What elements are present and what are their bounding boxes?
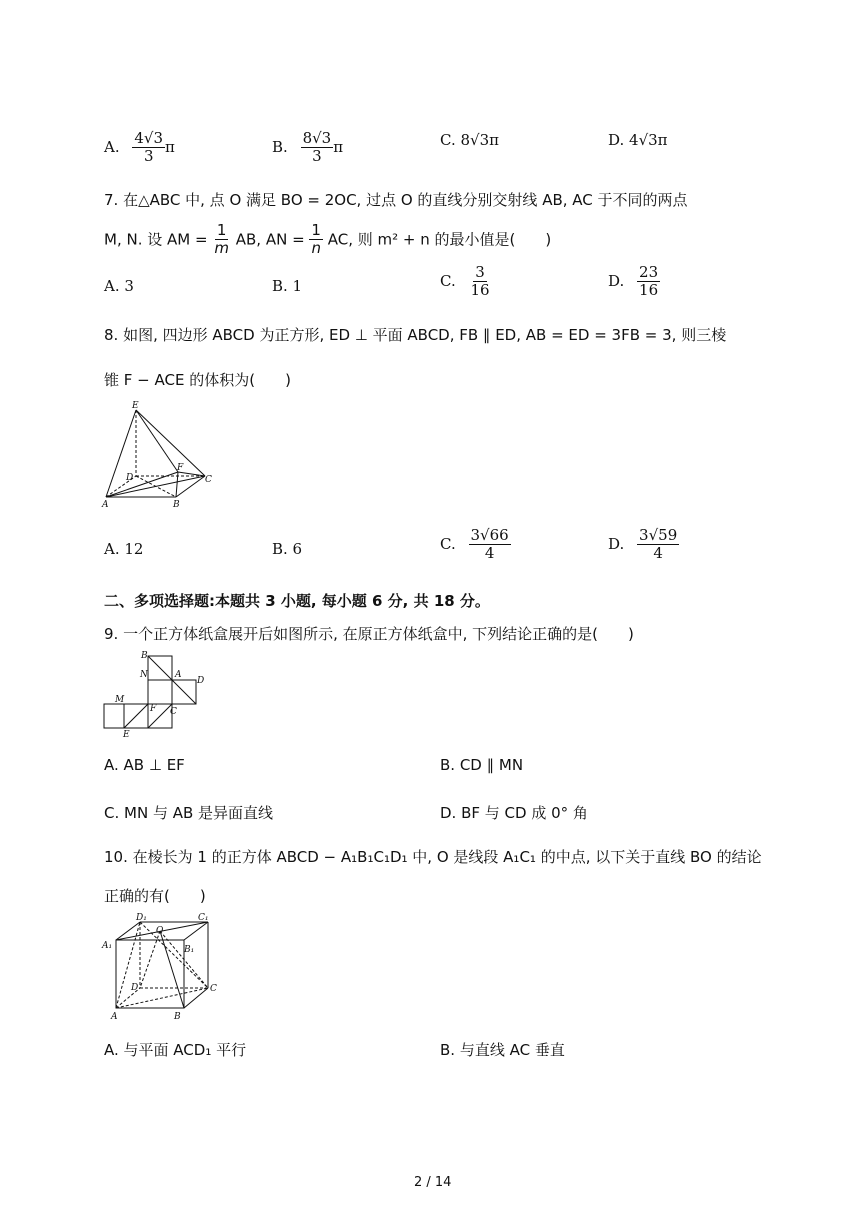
q6-a-numerator: 4√3 [134,129,164,147]
q9-line1: 9. 一个正方体纸盒展开后如图所示, 在原正方体纸盒中, 下列结论正确的是( ) [104,625,634,643]
q6-b-denominator: 3 [312,147,322,166]
label-c: C [205,475,212,485]
label-d: D [126,473,134,483]
q8-option-a: A. 12 [104,540,144,558]
label-e: E [132,401,139,411]
label-d1: D₁ [136,913,147,923]
q8-option-d: D. $\frac{3√59}{4}$ [608,526,678,563]
q6-option-b: B. $\frac{8√3}{3}$ π [272,129,344,166]
q9-option-c: C. MN 与 AB 是异面直线 [104,804,274,822]
q8-pyramid-figure [100,400,220,515]
label-a1: A₁ [102,941,113,951]
q7-option-d: D. $\frac{23}{16}$ [608,263,659,300]
q7-option-c: C. $\frac{3}{16}$ [440,263,490,300]
label-d: D [131,983,139,993]
label-f: F [150,704,157,714]
q8-option-c: C. $\frac{3√66}{4}$ [440,526,509,563]
q6-option-d: D. 4√3π [608,131,668,149]
q7-line1: 7. 在△ABC 中, 点 O 满足 BO = 2OC, 过点 O 的直线分别交射线 AB, AC 于不同的两点 [104,191,688,209]
q10-option-a: A. 与平面 ACD₁ 平行 [104,1041,247,1059]
q7-fraction-1: $\frac{1}{m}$ [214,221,229,258]
label-a: A [111,1012,118,1022]
label-c1: C₁ [198,913,209,923]
q7-fraction-2: $\frac{1}{n}$ [311,221,321,258]
q7-line2: M, N. 设 AM = $\frac{1}{m}$ AB, AN = $\frac{1}{n}$ AC, 则 m² + n 的最小值是( ) [104,221,552,258]
q10-cube-figure [100,910,225,1025]
section-heading-multiple-choice: 二、多项选择题:本题共 3 小题, 每小题 6 分, 共 18 分。 [104,592,490,610]
q8-line1: 8. 如图, 四边形 ABCD 为正方形, ED ⊥ 平面 ABCD, FB ∥ ED, AB = ED = 3FB = 3, 则三棱 [104,326,727,344]
q10-line1: 10. 在棱长为 1 的正方体 ABCD − A₁B₁C₁D₁ 中, O 是线段 A₁C₁ 的中点, 以下关于直线 BO 的结论 [104,848,762,866]
page-number: 2 / 14 [414,1175,452,1190]
q9-option-d: D. BF 与 CD 成 0° 角 [440,804,588,822]
q9-option-b: B. CD ∥ MN [440,756,524,774]
q8-line2: 锥 F − ACE 的体积为( ) [104,371,291,389]
label-c: C [170,707,177,717]
label-a: A [102,500,109,510]
label-n: N [140,670,148,680]
q10-line2: 正确的有( ) [104,887,206,905]
q9-cube-net-figure [100,648,215,743]
q6-option-a: A. $\frac{4√3}{3}$ π [104,129,175,166]
label-c: C [210,984,217,994]
label-m: M [115,695,125,705]
q7-option-b: B. 1 [272,277,303,295]
label-b: B [173,500,180,510]
label-o: O [156,926,164,936]
q6-option-c: C. 8√3π [440,131,499,149]
q7-option-a: A. 3 [104,277,134,295]
q6-a-denominator: 3 [143,147,154,166]
label-b: B [174,1012,181,1022]
label-a: A [175,670,182,680]
q10-option-b: B. 与直线 AC 垂直 [440,1041,565,1059]
q6-b-numerator: 8√3 [302,129,332,147]
q9-option-a: A. AB ⊥ EF [104,756,185,774]
label-d: D [197,676,205,686]
label-e: E [123,730,130,740]
label-f: F [177,463,184,473]
label-b1: B₁ [184,945,195,955]
label-b: B [141,651,148,661]
q8-option-b: B. 6 [272,540,303,558]
